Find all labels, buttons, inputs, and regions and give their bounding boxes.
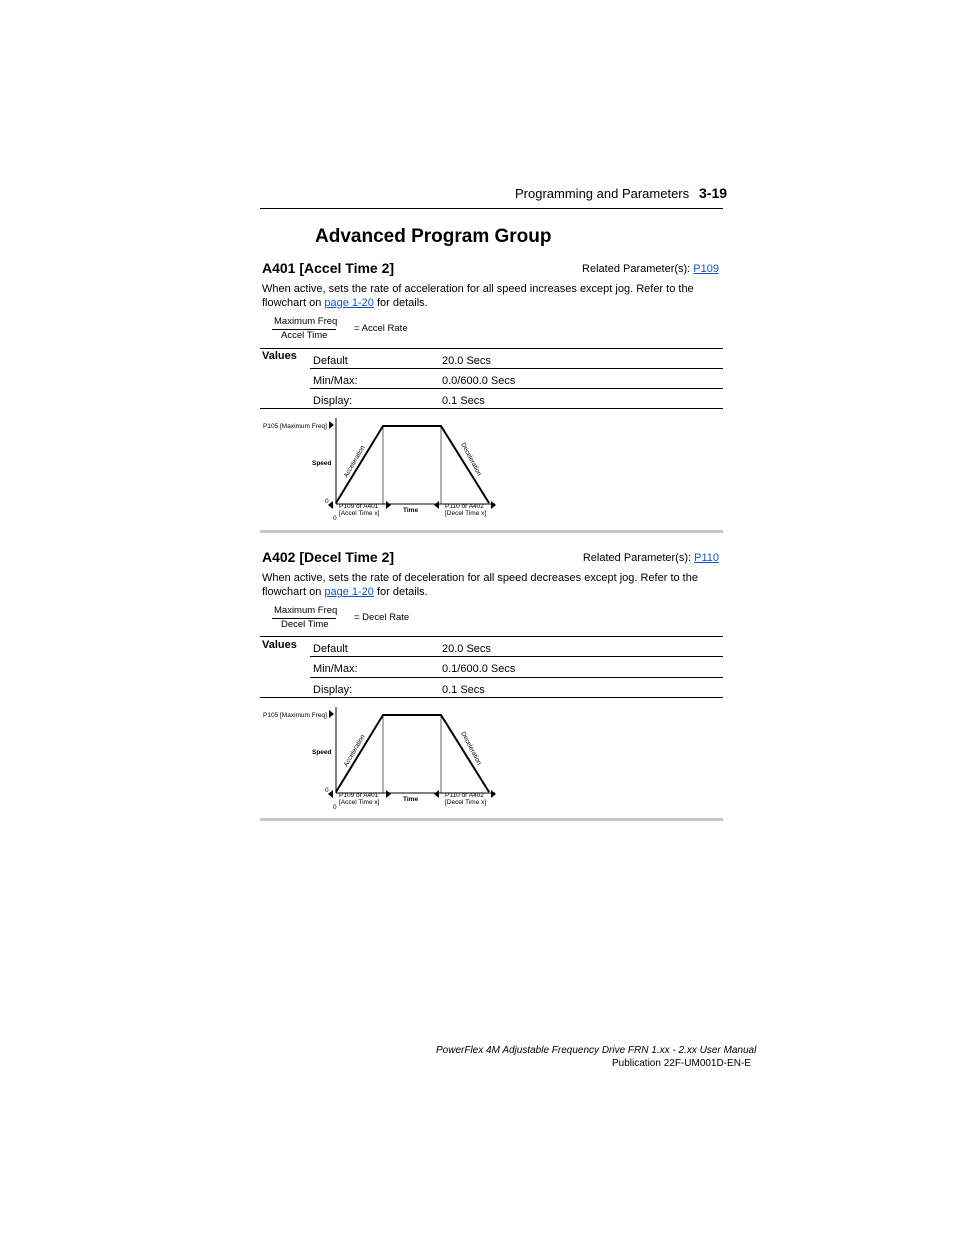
description-text-end: for details. — [373, 586, 428, 598]
param-block-a402 — [260, 549, 723, 839]
decel-time-arrow-right-icon — [491, 501, 496, 509]
values-label: Values — [262, 639, 297, 651]
accel-time-sublabel: [Accel Time x] — [339, 510, 380, 517]
formula-numerator: Maximum Freq — [274, 605, 338, 616]
speed-axis-label: Speed — [312, 460, 332, 467]
running-header-section: Programming and Parameters — [515, 186, 690, 201]
value-key: Min/Max: — [313, 663, 358, 675]
zero-time-label: 0 — [333, 804, 337, 811]
param-description — [262, 571, 722, 599]
section-separator — [260, 530, 723, 533]
accel-time-arrow-right-icon — [386, 790, 391, 798]
max-freq-arrow-icon — [329, 710, 334, 718]
page-number: 3-19 — [699, 185, 728, 201]
max-freq-label: P105 [Maximum Freq] — [263, 423, 327, 430]
group-title: Advanced Program Group — [315, 226, 552, 247]
value-key: Default — [313, 643, 348, 655]
value-row-minmax — [310, 656, 723, 677]
related-parameters — [583, 552, 719, 564]
footer-publication: Publication 22F-UM001D-EN-E — [612, 1058, 751, 1069]
speed-axis-label: Speed — [312, 749, 332, 756]
value-text: 0.0/600.0 Secs — [442, 375, 516, 387]
footer-manual-title: PowerFlex 4M Adjustable Frequency Drive FRN 1.xx - 2.xx User Manual — [436, 1045, 757, 1056]
zero-time-label: 0 — [333, 515, 337, 522]
description-text: When active, sets the rate of acceleration for all speed increases except jog. Refer to the flowchart on — [262, 283, 694, 309]
param-title: A402 [Decel Time 2] — [262, 549, 395, 565]
description-text-end: for details. — [373, 297, 428, 309]
param-title: A401 [Accel Time 2] — [262, 260, 395, 276]
max-freq-label: P105 [Maximum Freq] — [263, 712, 327, 719]
page-link[interactable]: page 1-20 — [324, 586, 374, 598]
decel-time-arrow-right-icon — [491, 790, 496, 798]
value-row-default — [310, 348, 723, 369]
decel-time-arrow-left-icon — [434, 790, 439, 798]
related-param-link[interactable]: P110 — [694, 552, 719, 564]
decel-time-arrow-left-icon — [434, 501, 439, 509]
value-text: 0.1/600.0 Secs — [442, 663, 516, 675]
values-label: Values — [262, 350, 297, 362]
header-rule — [260, 208, 723, 209]
value-key: Min/Max: — [313, 375, 358, 387]
speed-profile-diagram — [260, 404, 520, 524]
param-description — [262, 282, 722, 310]
formula-numerator: Maximum Freq — [274, 316, 338, 327]
related-label: Related Parameter(s): — [582, 263, 694, 275]
accel-time-arrow-left-icon — [328, 790, 333, 798]
deceleration-slope-label: Deceleration — [459, 441, 483, 478]
decel-time-label: P110 or A402 — [445, 503, 484, 510]
zero-speed-label: 0 — [325, 787, 329, 794]
accel-time-label: P109 or A401 — [339, 503, 379, 510]
time-axis-label: Time — [403, 507, 419, 514]
decel-time-sublabel: [Decel Time x] — [445, 510, 487, 517]
related-label: Related Parameter(s): — [582, 552, 695, 564]
value-row-minmax — [310, 368, 723, 389]
value-text: 0.1 Secs — [442, 395, 485, 407]
max-freq-arrow-icon — [329, 421, 334, 429]
related-parameters — [582, 263, 719, 275]
value-text: 20.0 Secs — [442, 643, 491, 655]
value-key: Display: — [313, 395, 353, 407]
formula-result: = Accel Rate — [354, 323, 408, 334]
accel-time-arrow-right-icon — [386, 501, 391, 509]
formula-denominator: Accel Time — [281, 330, 328, 341]
accel-time-arrow-left-icon — [328, 501, 333, 509]
deceleration-slope-label: Deceleration — [459, 730, 483, 767]
decel-time-sublabel: [Decel Time x] — [445, 799, 487, 806]
related-param-link[interactable]: P109 — [693, 263, 719, 275]
formula-denominator: Decel Time — [281, 619, 329, 630]
formula-result: = Decel Rate — [354, 612, 410, 623]
value-key: Default — [313, 355, 348, 367]
value-row-default — [310, 636, 723, 657]
accel-time-label: P109 or A401 — [339, 792, 379, 799]
page-link[interactable]: page 1-20 — [324, 297, 374, 309]
acceleration-slope-label: Acceleration — [342, 733, 367, 768]
acceleration-slope-label: Acceleration — [342, 444, 367, 479]
accel-time-sublabel: [Accel Time x] — [339, 799, 380, 806]
section-separator — [260, 818, 723, 821]
value-text: 0.1 Secs — [442, 684, 485, 696]
zero-speed-label: 0 — [325, 498, 329, 505]
param-block-a401 — [260, 260, 723, 550]
value-key: Display: — [313, 684, 353, 696]
value-text: 20.0 Secs — [442, 355, 491, 367]
speed-profile-line — [336, 715, 489, 792]
decel-time-label: P110 or A402 — [445, 792, 484, 799]
description-text: When active, sets the rate of deceleration for all speed decreases except jog. Refer to the flowchart on — [262, 572, 698, 598]
speed-profile-line — [336, 426, 489, 503]
time-axis-label: Time — [403, 796, 419, 803]
speed-profile-diagram — [260, 693, 520, 813]
